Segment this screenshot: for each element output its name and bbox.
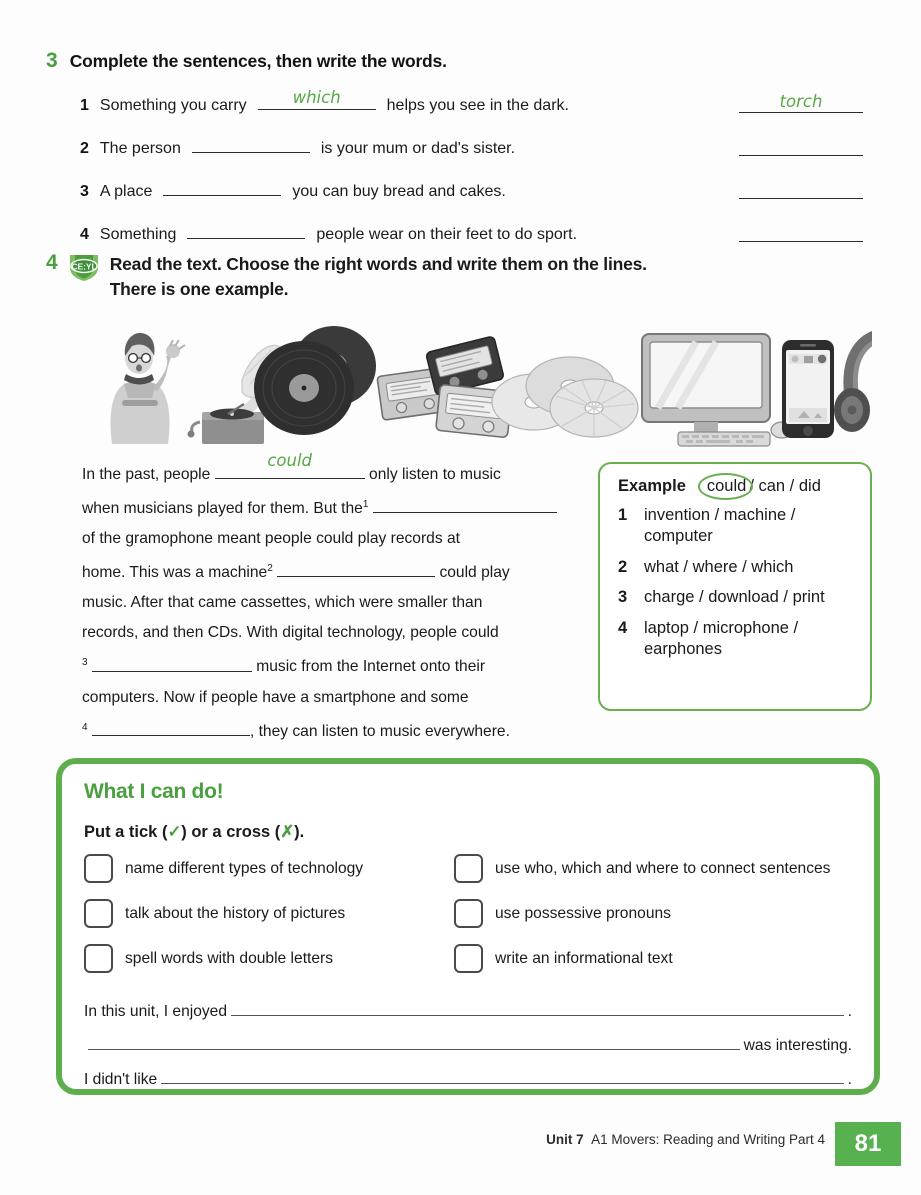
exercise-3-item-3 <box>46 175 876 201</box>
sentence-before: The person <box>99 140 181 157</box>
checklist-item[interactable] <box>84 944 454 973</box>
option-number: 2 <box>618 557 628 576</box>
reading-gap-2[interactable] <box>277 558 435 577</box>
reading-line <box>82 618 582 648</box>
instruction-before: Put a tick ( <box>84 823 168 841</box>
checklist-item[interactable] <box>454 899 852 928</box>
panel-title: What I can do! <box>84 780 224 803</box>
gap-number: 4 <box>82 721 88 733</box>
exercise-3-title: Complete the sentences, then write the words. <box>69 51 447 71</box>
word-answer-text: torch <box>779 92 823 111</box>
victorian-woman-illustration <box>111 333 186 444</box>
checkbox[interactable] <box>454 944 483 973</box>
example-label: Example <box>618 477 686 495</box>
example-row <box>618 477 856 496</box>
reading-text: home. This was a machine <box>82 564 268 582</box>
reading-line <box>82 713 582 747</box>
vinyl-records-illustration <box>254 326 376 435</box>
reading-text: In the past, people <box>82 466 211 483</box>
reflection-line-1 <box>84 995 852 1029</box>
desktop-computer-illustration <box>642 334 793 446</box>
reading-text: of the gramophone meant people could play records at <box>82 530 460 548</box>
item-number: 3 <box>80 183 89 200</box>
reflection-suffix: was interesting. <box>743 1037 852 1054</box>
exercise-3-heading <box>46 50 876 72</box>
what-i-can-do-panel <box>56 758 880 1095</box>
reading-gap-3[interactable] <box>92 653 252 672</box>
exercise-3-number: 3 <box>46 49 58 72</box>
reading-text: music from the Internet onto their <box>256 658 486 676</box>
sentence-gap-input[interactable] <box>187 218 305 239</box>
option-row-4[interactable] <box>618 618 856 661</box>
reflection-line-2 <box>84 1029 852 1063</box>
reflection-input-1[interactable] <box>231 998 844 1016</box>
reflection-suffix: . <box>847 1071 852 1088</box>
gap-number: 1 <box>362 499 369 510</box>
example-remaining-options[interactable]: / can / did <box>749 477 821 495</box>
exercise-3-item-1 <box>46 89 876 115</box>
panel-instruction <box>84 822 852 842</box>
reading-text: computers. Now if people have a smartphone and some <box>82 688 469 706</box>
reading-text: could play <box>439 564 510 582</box>
sentence-gap-input[interactable] <box>258 89 376 110</box>
word-answer-input[interactable] <box>739 222 863 242</box>
page-number-badge: 81 <box>835 1122 901 1166</box>
exercise-3 <box>46 50 876 244</box>
option-row-1[interactable] <box>618 505 856 548</box>
checklist-label: spell words with double letters <box>125 949 334 967</box>
checkbox[interactable] <box>454 899 483 928</box>
ceyl-badge-label: CE:YL <box>71 261 97 272</box>
cassette-tapes-illustration <box>377 336 512 438</box>
checklist-item[interactable] <box>84 854 454 883</box>
option-row-2[interactable] <box>618 557 856 578</box>
sentence-before: Something <box>99 226 177 243</box>
reading-text: only listen to music <box>369 466 501 483</box>
checkbox[interactable] <box>454 854 483 883</box>
reflection-prefix: In this unit, I enjoyed <box>84 1003 228 1020</box>
exercise-3-item-2 <box>46 132 876 158</box>
reading-line <box>82 490 582 524</box>
option-number: 3 <box>618 588 628 607</box>
compact-discs-illustration <box>492 357 638 437</box>
sentence-after: helps you see in the dark. <box>386 97 569 114</box>
sentence-gap-answer: which <box>292 88 341 107</box>
reading-gap-example[interactable] <box>215 451 365 479</box>
headphones-illustration <box>834 334 872 432</box>
footer-unit: Unit 7 <box>546 1132 584 1147</box>
reading-gap-4[interactable] <box>92 717 250 736</box>
reading-line <box>82 648 582 682</box>
checkbox[interactable] <box>84 944 113 973</box>
technology-timeline-image-strip <box>82 326 872 448</box>
answer-options-box <box>598 462 872 711</box>
gap-number: 3 <box>82 657 88 669</box>
exercise-3-item-4 <box>46 218 876 244</box>
checklist-item[interactable] <box>84 899 454 928</box>
checklist-item[interactable] <box>454 944 852 973</box>
smartphone-illustration <box>782 340 834 438</box>
reading-line <box>82 588 582 618</box>
instruction-middle: ) or a cross ( <box>181 823 281 841</box>
reading-line <box>82 451 582 490</box>
checklist-item[interactable] <box>454 854 852 883</box>
reflection-input-2[interactable] <box>88 1032 740 1050</box>
option-text[interactable]: charge / download / print <box>644 588 825 607</box>
sentence-gap-input[interactable] <box>163 175 281 196</box>
checklist-label: talk about the history of pictures <box>125 904 346 922</box>
tick-icon: ✓ <box>167 823 182 841</box>
checklist-label: use possessive pronouns <box>495 904 671 922</box>
footer-exam-reference: A1 Movers: Reading and Writing Part 4 <box>591 1132 825 1147</box>
page-footer <box>0 1122 921 1166</box>
checklist-label: use who, which and where to connect sentences <box>495 859 831 877</box>
reflection-input-3[interactable] <box>161 1066 843 1084</box>
ceyl-badge-icon <box>68 253 100 281</box>
circled-answer[interactable]: could <box>704 477 749 496</box>
exercise-4-title <box>110 252 647 302</box>
reflection-suffix: . <box>847 1003 852 1020</box>
instruction-after: ). <box>294 823 305 841</box>
reading-line <box>82 683 582 713</box>
sentence-after: you can buy bread and cakes. <box>292 183 506 200</box>
sentence-before: Something you carry <box>99 97 247 114</box>
reflection-prefix: I didn't like <box>84 1071 158 1088</box>
word-answer-input[interactable] <box>739 136 863 156</box>
reading-line <box>82 524 582 554</box>
exercise-4 <box>46 252 886 302</box>
reading-text: music. After that came cassettes, which were smaller than <box>82 594 483 612</box>
option-text[interactable]: what / where / which <box>644 557 794 576</box>
checklist-label: write an informational text <box>495 949 673 967</box>
reading-line <box>82 554 582 588</box>
gap-number: 2 <box>267 563 273 575</box>
checkbox[interactable] <box>84 899 113 928</box>
sentence-before: A place <box>99 183 153 200</box>
checklist <box>84 854 852 973</box>
reading-passage <box>82 451 582 747</box>
option-number: 1 <box>618 506 628 524</box>
footer-meta <box>546 1132 825 1147</box>
reading-gap-answer: could <box>267 451 313 470</box>
option-number: 4 <box>618 618 628 637</box>
sentence-gap-input[interactable] <box>192 132 310 153</box>
reading-text: when musicians played for them. But the <box>82 500 363 518</box>
reading-gap-1[interactable] <box>373 494 557 513</box>
word-answer-input[interactable] <box>739 93 863 113</box>
option-text[interactable]: invention / machine / computer <box>644 506 796 546</box>
item-number: 4 <box>80 226 89 243</box>
sentence-after: is your mum or dad's sister. <box>320 140 516 157</box>
exercise-4-heading <box>46 252 886 302</box>
exercise-4-title-line-1: Read the text. Choose the right words and write them on the lines. <box>109 254 647 274</box>
item-number: 2 <box>80 140 89 157</box>
item-number: 1 <box>80 97 89 114</box>
option-text[interactable]: laptop / microphone / earphones <box>644 618 799 659</box>
example-options <box>704 477 821 496</box>
reading-text: , they can listen to music everywhere. <box>249 722 510 740</box>
exercise-4-number: 4 <box>46 251 58 274</box>
sentence-after: people wear on their feet to do sport. <box>316 226 578 243</box>
exercise-4-title-line-2: There is one example. <box>109 278 289 299</box>
reading-text: records, and then CDs. With digital technology, people could <box>82 624 499 642</box>
reflection-section <box>84 995 852 1097</box>
option-row-3[interactable] <box>618 587 856 608</box>
word-answer-input[interactable] <box>739 179 863 199</box>
cross-icon: ✗ <box>280 823 295 841</box>
checkbox[interactable] <box>84 854 113 883</box>
reflection-line-3 <box>84 1063 852 1097</box>
checklist-label: name different types of technology <box>125 859 364 877</box>
